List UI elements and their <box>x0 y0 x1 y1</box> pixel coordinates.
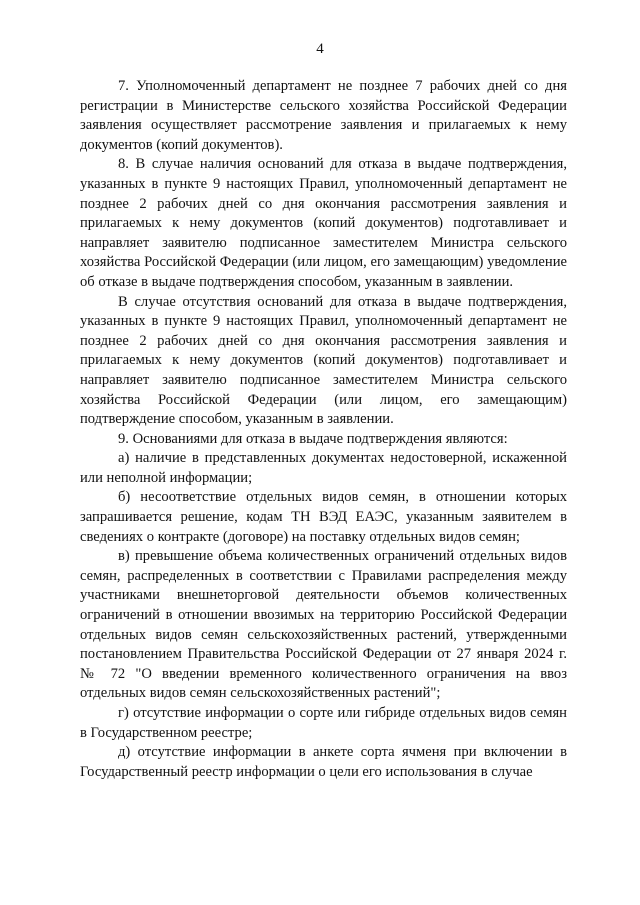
paragraph-subitem-v: в) превышение объема количественных ограничений отдельных видов семян, распределенных в соответствии с Правилами распределения между участниками внешнеторговой деятельности объемов количественных ограничений в отношении ввозимых на территорию Российской Федерации отдельных видов семян сельскохозяйственных растений, утвержденными постановлением Правительства Российской Федерации от 27 января 2024 г. № 72 "О введении временного количественного ограничения на ввоз отдельных видов семян сельскохозяйственных растений"; <box>80 548 567 702</box>
document-body <box>80 77 567 782</box>
paragraph-item-8: 8. В случае наличия оснований для отказа в выдаче подтверждения, указанных в пункте 9 настоящих Правил, уполномоченный департамент не позднее 2 рабочих дней со дня окончания рассмотрения заявления и прилагаемых к нему документов (копий документов) подготавливает и направляет заявителю подписанное заместителем Министра сельского хозяйства Российской Федерации (или лицом, его замещающим) уведомление об отказе в выдаче подтверждения способом, указанным в заявлении. <box>80 156 567 290</box>
paragraph-item-7: 7. Уполномоченный департамент не позднее 7 рабочих дней со дня регистрации в Министерстве сельского хозяйства Российской Федерации заявления осуществляет рассмотрение заявления и прилагаемых к нему документов (копий документов). <box>80 78 567 153</box>
paragraph-subitem-b: б) несоответствие отдельных видов семян, в отношении которых запрашивается решение, кодам ТН ВЭД ЕАЭС, указанным заявителем в сведениях о контракте (договоре) на поставку отдельных видов семян; <box>80 489 567 545</box>
page-number: 4 <box>316 41 324 57</box>
paragraph-subitem-a: а) наличие в представленных документах недостоверной, искаженной или неполной информации; <box>80 450 567 486</box>
paragraph-subitem-d: д) отсутствие информации в анкете сорта ячменя при включении в Государственный реестр информации о цели его использования в случае <box>80 744 567 780</box>
paragraph-item-9: 9. Основаниями для отказа в выдаче подтверждения являются: <box>118 430 508 447</box>
paragraph-subitem-g: г) отсутствие информации о сорте или гибриде отдельных видов семян в Государственном реестре; <box>80 705 567 741</box>
paragraph-no-grounds: В случае отсутствия оснований для отказа в выдаче подтверждения, указанных в пункте 9 настоящих Правил, уполномоченный департамент не позднее 2 рабочих дней со дня окончания рассмотрения заявления и прилагаемых к нему документов (копий документов) подготавливает и направляет заявителю подписанное заместителем Министра сельского хозяйства Российской Федерации (или лицом, его замещающим) подтверждение способом, указанным в заявлении. <box>80 293 567 428</box>
